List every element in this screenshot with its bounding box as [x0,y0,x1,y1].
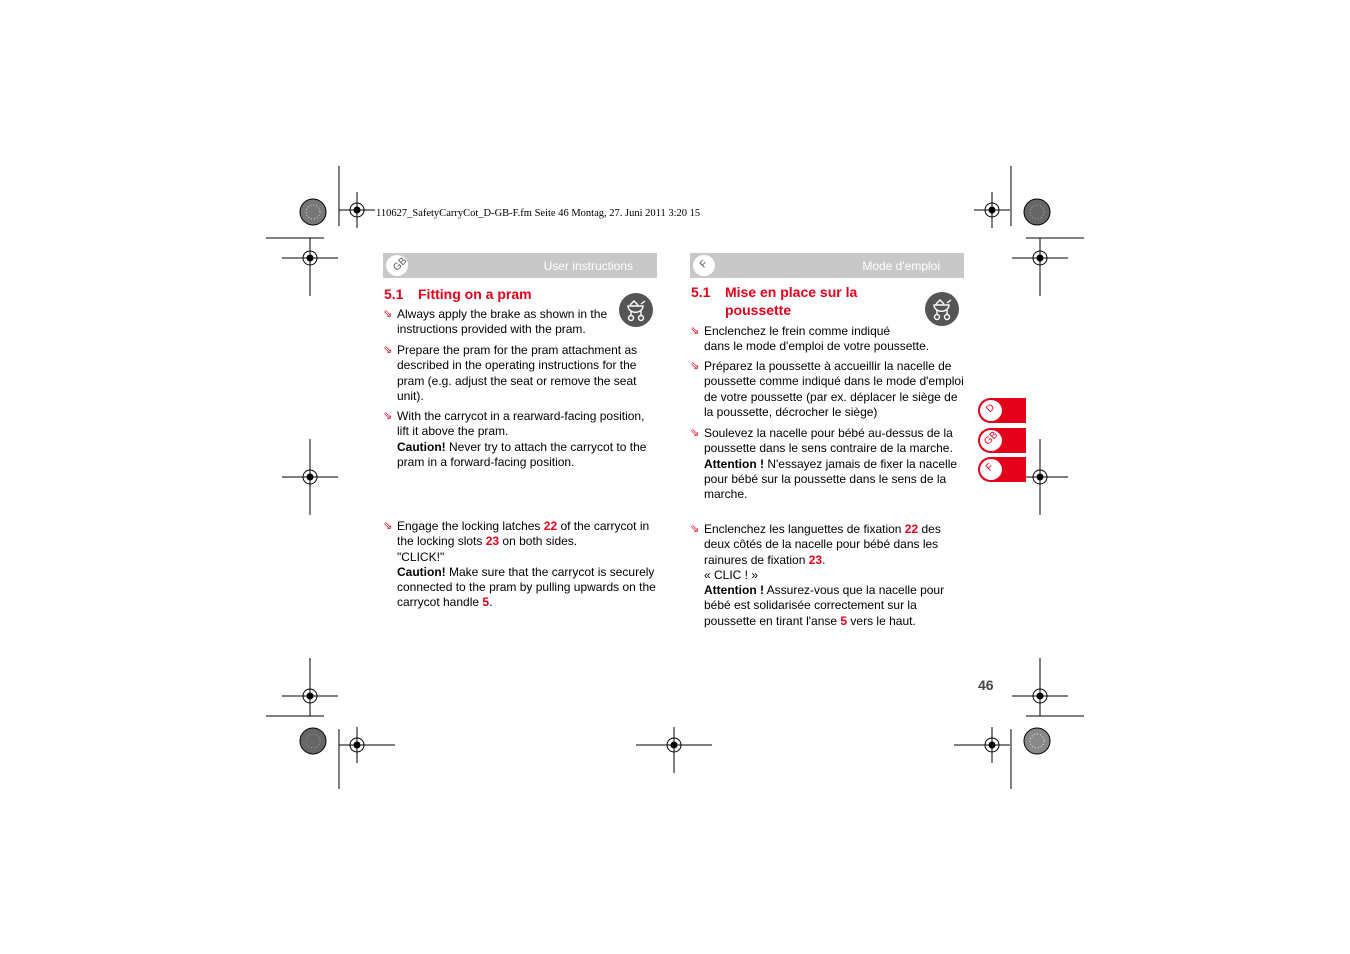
language-badge [693,255,715,276]
section-title-text: poussette [725,302,792,318]
instruction-text: Soulevez la nacelle pour bébé au-dessus de la poussette dans le sens contraire de la marche. [704,426,953,456]
instruction-text: dans le mode d'emploi de votre poussette. [704,339,930,354]
instruction-item [690,359,964,420]
language-tab-f[interactable] [978,457,1026,482]
arrow-bullet-icon: ⇘ [690,325,700,337]
part-reference: 5 [482,595,490,610]
language-tab-gb[interactable] [978,428,1026,453]
instruction-text: . [489,595,493,610]
instruction-item [383,519,659,611]
part-reference: 23 [808,552,823,567]
arrow-bullet-icon: ⇘ [690,427,700,439]
part-reference: 22 [543,519,558,533]
tab-label: F [984,461,997,474]
bar-title: User instructions [543,259,633,273]
instruction-text: Préparez la poussette à accueillir la nacelle de poussette comme indiqué dans le mode d'emploi de votre poussette (par ex. déplacer le siège de la poussette, décrocher le siège) [704,359,964,419]
language-badge-text: GB [391,255,410,274]
left-header-bar [383,253,657,278]
caution-label: Caution! [397,439,446,454]
section-number: 5.1 [691,284,711,300]
caution-label: Attention ! [704,456,764,471]
instruction-item [690,324,966,355]
instruction-text: of the carrycot in the locking slots [397,519,650,549]
pram-icon [619,293,653,327]
caution-text: N'essayez jamais de fixer la nacelle pour bébé sur la poussette dans le sens de la marche. [704,456,958,502]
instruction-text: . [822,552,826,567]
section-title-text: Mise en place sur la [725,284,858,300]
instruction-text: Prepare the pram for the pram attachment as described in the operating instructions for the pram (e.g. adjust the seat or remove the seat unit). [397,343,638,403]
caution-text: Never try to attach the carrycot to the pram in a forward-facing position. [397,439,647,469]
instruction-text: des deux côtés de la nacelle pour bébé dans les rainures de fixation [704,522,941,567]
instruction-item [383,343,659,404]
language-badge-text: F [698,258,711,271]
section-number: 5.1 [384,286,404,302]
instruction-item [383,307,615,338]
caution-text: Assurez-vous que la nacelle pour bébé est solidarisée correctement sur la poussette en tirant l'anse [704,583,945,628]
caution-label: Attention ! [704,583,764,598]
arrow-bullet-icon: ⇘ [383,520,393,532]
arrow-bullet-icon: ⇘ [383,344,393,356]
instruction-text: Engage the locking latches [397,519,544,533]
page-number: 46 [978,677,994,693]
arrow-bullet-icon: ⇘ [383,308,393,320]
instruction-text: Enclenchez le frein comme indiqué [704,324,891,338]
language-badge [386,255,408,276]
part-reference: 5 [840,613,848,628]
caution-text: Make sure that the carrycot is securely connected to the pram by pulling upwards on the carrycot handle [397,564,656,610]
instruction-item [383,409,659,470]
instruction-text: Enclenchez les languettes de fixation [704,522,905,536]
arrow-bullet-icon: ⇘ [690,360,700,372]
pram-icon [925,292,959,326]
part-reference: 22 [904,522,919,536]
instruction-text: With the carrycot in a rearward-facing position, lift it above the pram. [397,409,645,439]
section-title [691,283,857,319]
instruction-text: on both sides. [499,534,578,549]
file-header: 110627_SafetyCarryCot_D-GB-F.fm Seite 46 Montag, 27. Juni 2011 3:20 15 [376,208,701,219]
language-tab-d[interactable] [978,398,1026,423]
bar-title: Mode d'emploi [862,259,940,273]
tab-label: GB [982,429,1001,448]
section-title-text: Fitting on a pram [418,286,532,302]
click-text: "CLICK!" [397,549,445,564]
tab-label: D [984,402,998,415]
arrow-bullet-icon: ⇘ [690,523,700,535]
part-reference: 23 [485,534,500,549]
right-header-bar [690,253,964,278]
instruction-text: Always apply the brake as shown in the instructions provided with the pram. [397,307,608,337]
section-title [384,285,532,303]
arrow-bullet-icon: ⇘ [383,410,393,422]
caution-label: Caution! [397,564,446,579]
instruction-item [690,426,962,502]
click-text: « CLIC ! » [704,567,759,582]
instruction-text: vers le haut. [847,613,916,628]
instruction-item [690,522,954,629]
